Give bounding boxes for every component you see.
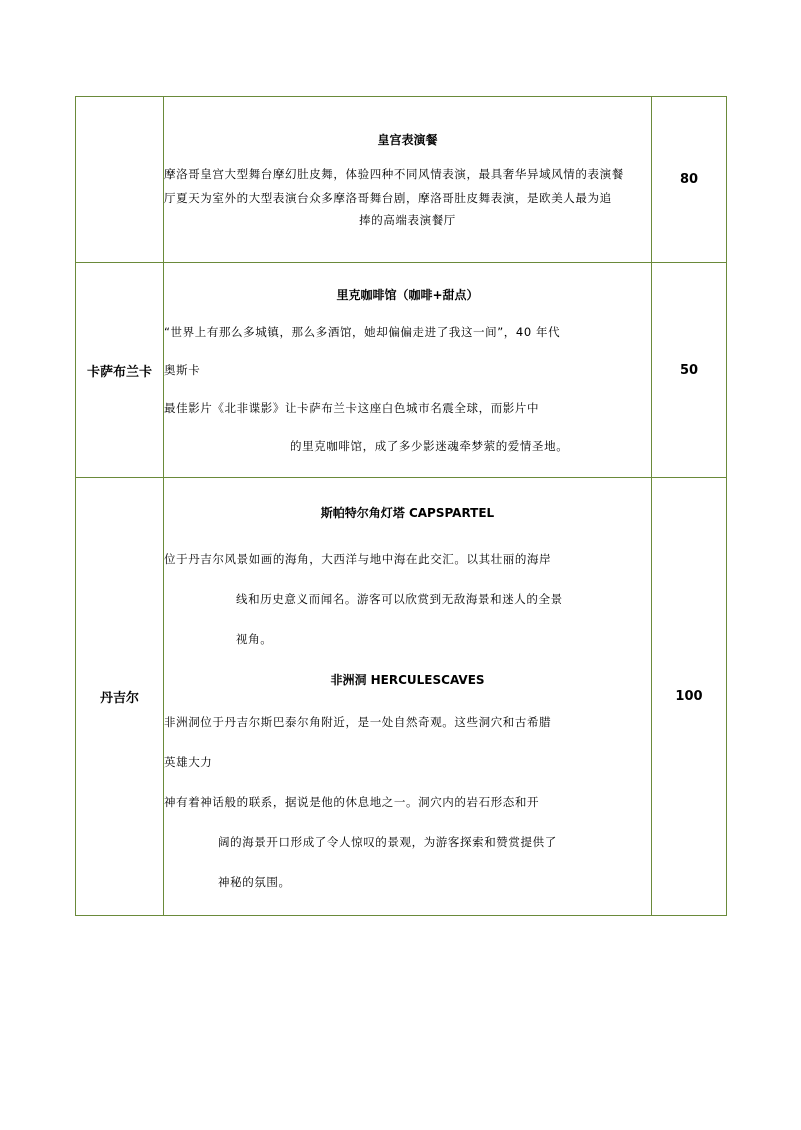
description-line: 线和历史意义而闻名。游客可以欣赏到无敌海景和迷人的全景 xyxy=(236,591,563,606)
city-cell: 丹吉尔 xyxy=(76,478,164,916)
description-line: 非洲洞位于丹吉尔斯巴泰尔角附近，是一处自然奇观。这些洞穴和古希腊 xyxy=(164,714,552,729)
description-line: 的里克咖啡馆，成了多少影迷魂牵梦萦的爱情圣地。 xyxy=(290,439,569,453)
section-title: 里克咖啡馆（咖啡+甜点） xyxy=(336,288,479,302)
description-line: 英雄大力 xyxy=(164,754,213,769)
description-line: 奥斯卡 xyxy=(164,363,201,377)
description-line: 神秘的氛围。 xyxy=(218,874,291,889)
description-line: “世界上有那么多城镇，那么多酒馆，她却偏偏走进了我这一间”，40 年代 xyxy=(164,325,561,339)
description-line: 捧的高端表演餐厅 xyxy=(359,213,456,227)
city-cell xyxy=(76,97,164,263)
table-row xyxy=(76,478,727,916)
price-cell: 100 xyxy=(652,478,727,916)
itinerary-table xyxy=(75,96,727,916)
description-cell xyxy=(164,263,652,478)
price-cell: 80 xyxy=(652,97,727,263)
table-row xyxy=(76,263,727,478)
description-line: 位于丹吉尔风景如画的海角，大西洋与地中海在此交汇。以其壮丽的海岸 xyxy=(164,551,552,566)
description-line: 神有着神话般的联系，据说是他的休息地之一。洞穴内的岩石形态和开 xyxy=(164,794,540,809)
description-line: 摩洛哥皇宫大型舞台摩幻肚皮舞，体验四种不同风情表演，最具奢华异域风情的表演餐 xyxy=(164,167,624,181)
price-cell: 50 xyxy=(652,263,727,478)
section-title: 斯帕特尔角灯塔 CAPSPARTEL xyxy=(320,505,495,520)
description-line: 最佳影片《北非谍影》让卡萨布兰卡这座白色城市名震全球，而影片中 xyxy=(164,401,540,415)
city-cell: 卡萨布兰卡 xyxy=(76,263,164,478)
table-row xyxy=(76,97,727,263)
section-title: 皇宫表演餐 xyxy=(377,133,438,147)
description-cell xyxy=(164,478,652,916)
description-cell xyxy=(164,97,652,263)
description-line: 视角。 xyxy=(236,631,273,646)
description-line: 厅夏天为室外的大型表演台众多摩洛哥舞台剧，摩洛哥肚皮舞表演，是欧美人最为追 xyxy=(164,191,612,205)
section-title: 非洲洞 HERCULESCAVES xyxy=(330,672,485,687)
description-line: 阔的海景开口形成了令人惊叹的景观，为游客探索和赞赏提供了 xyxy=(218,834,557,849)
